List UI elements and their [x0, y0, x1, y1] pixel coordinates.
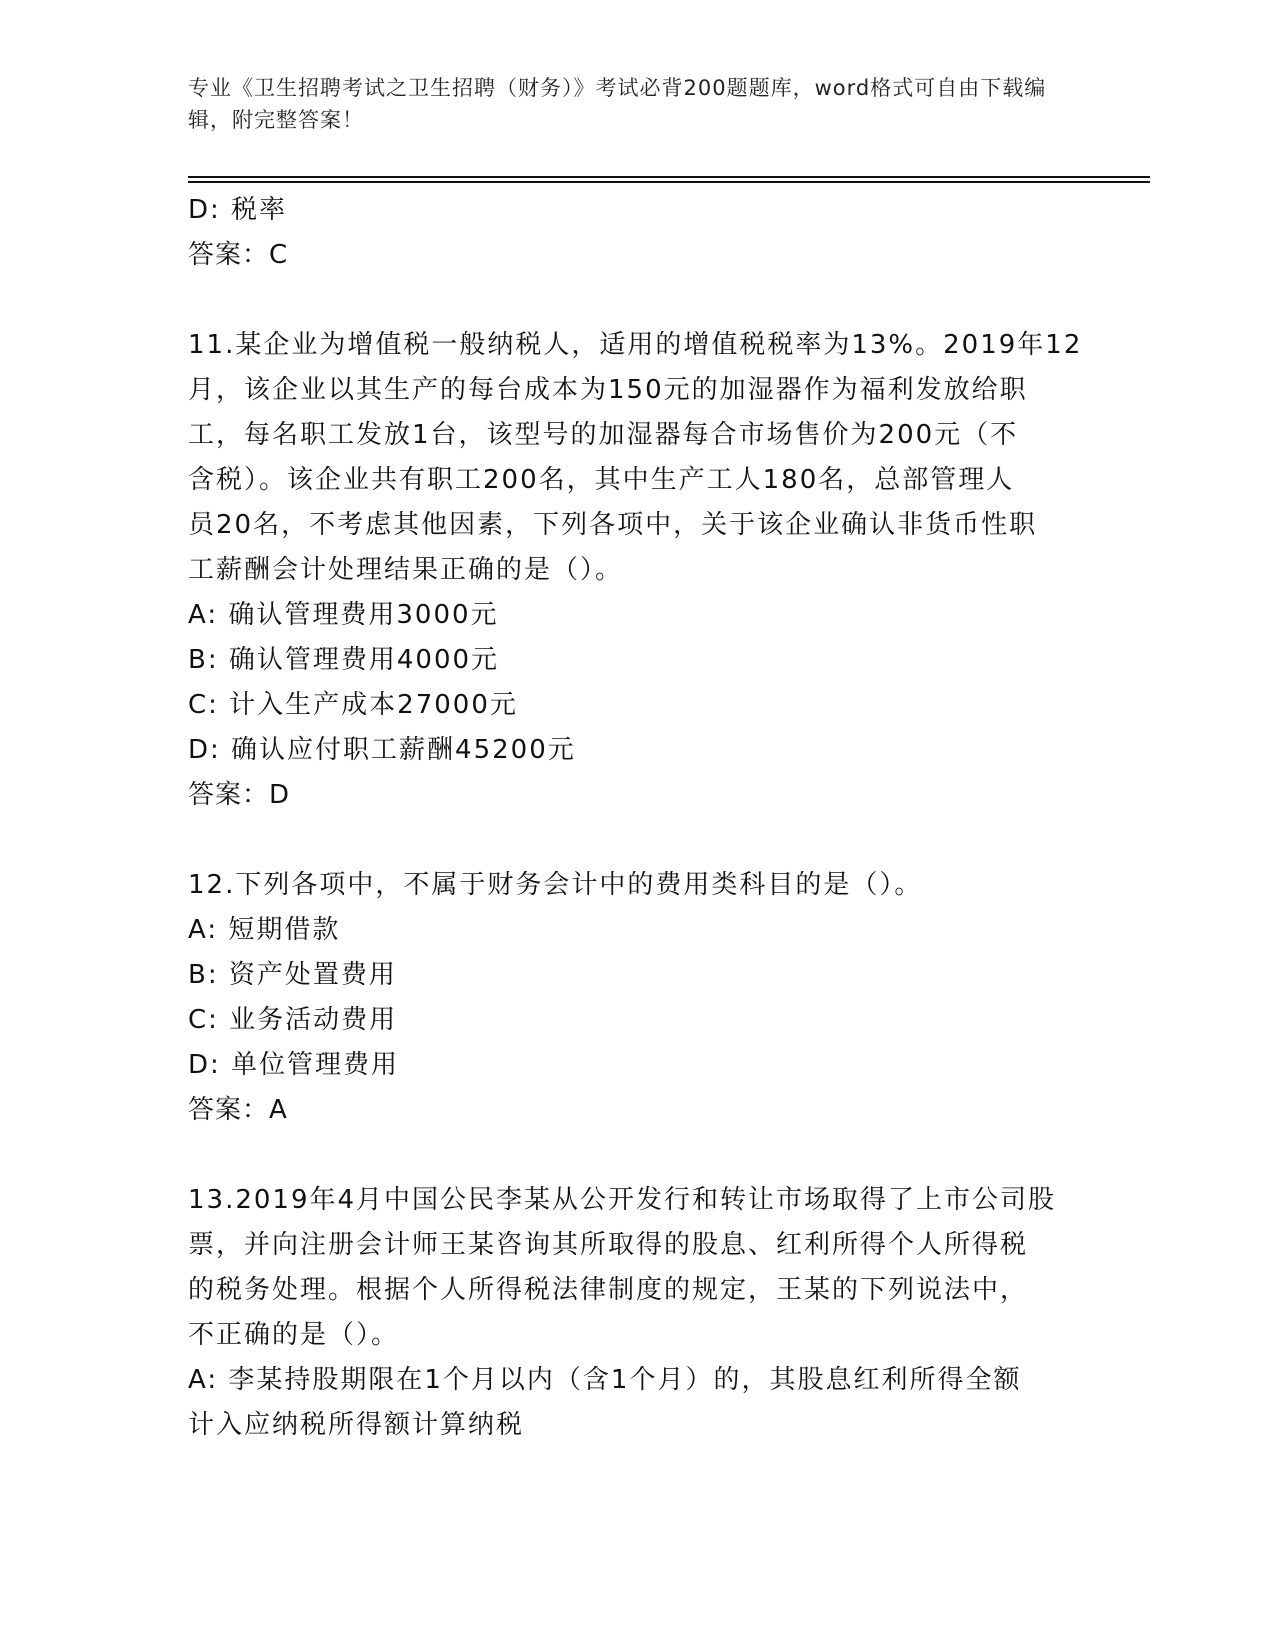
spacer	[188, 1133, 1088, 1178]
q13-stem-line: 13.2019年4月中国公民李某从公开发行和转让市场取得了上市公司股	[188, 1185, 1057, 1215]
q11-option-b: B: 确认管理费用4000元	[188, 645, 500, 675]
q12-stem: 12.下列各项中，不属于财务会计中的费用类科目的是（）。	[188, 870, 923, 900]
question-content	[188, 188, 1088, 1448]
q13-stem-line: 的税务处理。根据个人所得税法律制度的规定，王某的下列说法中，	[188, 1275, 1029, 1305]
q12-answer: 答案：A	[188, 1095, 288, 1125]
q12-option-a: A: 短期借款	[188, 915, 341, 945]
q11-stem-line: 11.某企业为增值税一般纳税人，适用的增值税税率为13%。2019年12	[188, 330, 1083, 360]
q11-stem-line: 含税）。该企业共有职工200名，其中生产工人180名，总部管理人	[188, 465, 1015, 495]
question-13	[188, 1178, 1088, 1448]
q12-option-d: D: 单位管理费用	[188, 1050, 400, 1080]
spacer	[188, 818, 1088, 863]
question-12	[188, 863, 1088, 1133]
header-rule-top	[188, 176, 1150, 178]
document-header	[188, 72, 1068, 136]
prev-answer: 答案：C	[188, 240, 289, 270]
q11-option-a: A: 确认管理费用3000元	[188, 600, 499, 630]
question-11	[188, 323, 1088, 818]
q13-stem-line: 票，并向注册会计师王某咨询其所取得的股息、红利所得个人所得税	[188, 1230, 1029, 1260]
q11-stem-line: 工薪酬会计处理结果正确的是（）。	[188, 555, 624, 585]
header-text: 专业《卫生招聘考试之卫生招聘（财务）》考试必背200题题库，word格式可自由下载编辑，附完整答案！	[188, 76, 1047, 132]
q13-stem-line: 不正确的是（）。	[188, 1320, 400, 1350]
q11-stem-line: 工，每名职工发放1台，该型号的加湿器每合市场售价为200元（不	[188, 420, 1019, 450]
q11-answer: 答案：D	[188, 780, 291, 810]
q11-stem-line: 员20名，不考虑其他因素，下列各项中，关于该企业确认非货币性职	[188, 510, 1038, 540]
q11-option-c: C: 计入生产成本27000元	[188, 690, 518, 720]
q13-option-a-line: 计入应纳税所得额计算纳税	[188, 1410, 525, 1440]
spacer	[188, 278, 1088, 323]
q11-option-d: D: 确认应付职工薪酬45200元	[188, 735, 576, 765]
q13-option-a-line: A: 李某持股期限在1个月以内（含1个月）的，其股息红利所得全额	[188, 1365, 1022, 1395]
q12-option-c: C: 业务活动费用	[188, 1005, 398, 1035]
header-rule-bottom	[188, 181, 1150, 183]
q12-option-b: B: 资产处置费用	[188, 960, 397, 990]
prev-option-d: D: 税率	[188, 195, 288, 225]
q11-stem-line: 月，该企业以其生产的每台成本为150元的加湿器作为福利发放给职	[188, 375, 1028, 405]
